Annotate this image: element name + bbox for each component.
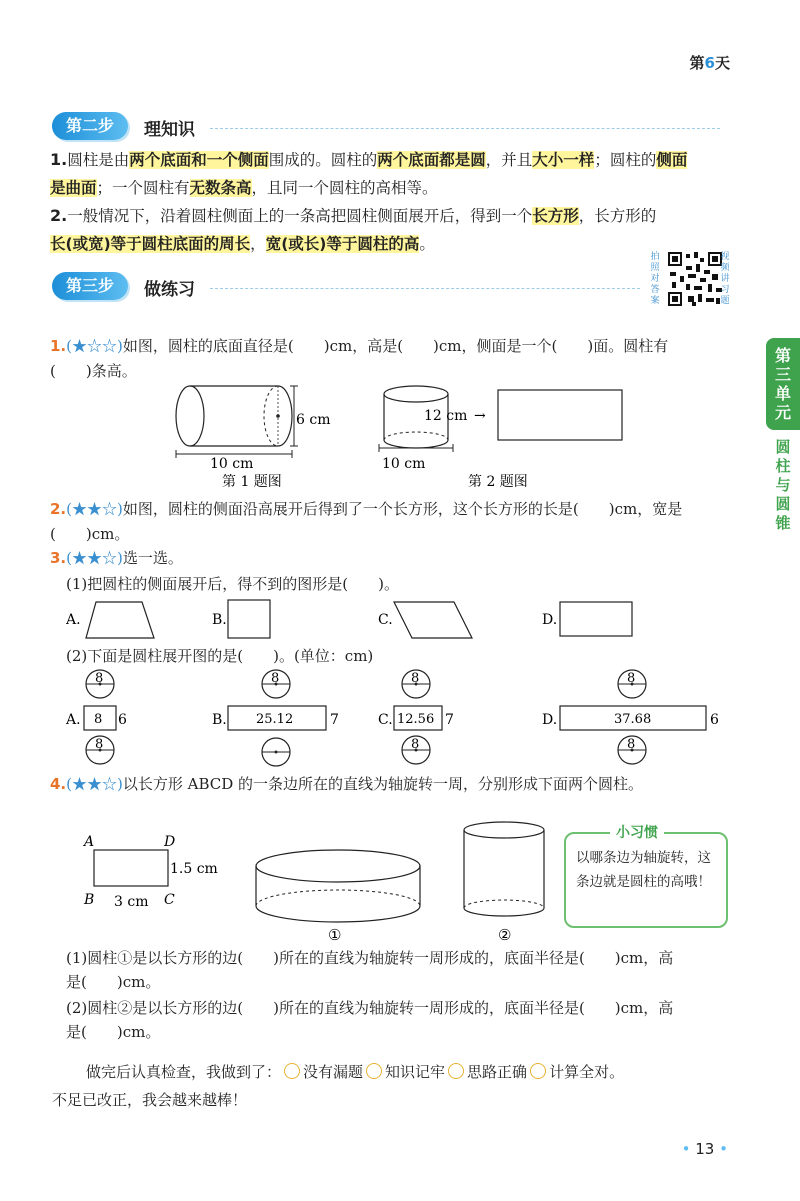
fig1-caption: 第 1 题图 <box>222 474 282 490</box>
qr-code-icon[interactable] <box>666 250 724 308</box>
net-d-label: D. <box>542 712 558 728</box>
qr-caption-left: 拍照对答案 <box>650 252 660 306</box>
svg-text:3 cm: 3 cm <box>114 894 149 910</box>
opt-c-label: C. <box>378 612 393 628</box>
unit-label: 圆柱与圆锥 <box>775 438 791 532</box>
net-a-rect: 8 <box>94 712 103 727</box>
svg-text:8: 8 <box>627 671 636 686</box>
opt-b-label: B. <box>212 612 227 628</box>
rectangle-shape <box>560 602 632 636</box>
net-d-rect: 37.68 <box>614 712 652 727</box>
fig2-height-label: 12 cm <box>424 408 468 424</box>
question-3-sub2: (2)下面是圆柱展开图的是( )。(单位：cm) <box>66 647 374 665</box>
cylinder-1-label: ① <box>328 926 342 944</box>
net-b-label: B. <box>212 712 227 728</box>
question-4: 4.(★★☆)以长方形 ABCD 的一条边所在的直线为轴旋转一周，分别形成下面两个圆柱。 <box>50 775 644 793</box>
habit-text: 以哪条边为轴旋转，这条边就是圆柱的高哦！ <box>576 850 711 890</box>
smile-icon[interactable] <box>530 1063 546 1079</box>
opt-a-label: A. <box>66 612 81 628</box>
trapezoid-shape <box>86 602 154 638</box>
q3-options-2 <box>66 668 726 768</box>
svg-text:7: 7 <box>330 712 339 728</box>
fig2-width-label: 10 cm <box>382 456 426 472</box>
step2-badge: 第二步 <box>52 112 128 140</box>
svg-text:8: 8 <box>411 737 420 752</box>
svg-text:6: 6 <box>118 712 127 728</box>
fig1-width-label: 10 cm <box>210 456 254 472</box>
step3-badge: 第三步 <box>52 272 128 300</box>
fig1-height-label: 6 cm <box>296 412 331 428</box>
net-c-rect: 12.56 <box>397 712 435 727</box>
self-check-line2: 不足已改正，我会越来越棒！ <box>52 1091 248 1109</box>
smile-icon[interactable] <box>284 1063 300 1079</box>
question-3-sub1: (1)把圆柱的侧面展开后，得不到的图形是( )。 <box>66 575 399 593</box>
net-b-rect: 25.12 <box>256 712 294 727</box>
day-number: 6 <box>704 54 715 72</box>
q4-figures <box>80 818 560 948</box>
svg-text:8: 8 <box>95 671 104 686</box>
page-number: • 13 • <box>681 1140 728 1158</box>
svg-text:6: 6 <box>710 712 719 728</box>
unit-tab[interactable]: 第三单元 <box>766 338 800 430</box>
square-shape <box>228 600 270 638</box>
opt-d-label: D. <box>542 612 558 628</box>
divider <box>210 288 640 289</box>
question-4-sub2: (2)圆柱②是以长方形的边( )所在的直线为轴旋转一周形成的，底面半径是( )cm，高 是( )cm。 <box>66 999 674 1041</box>
svg-text:8: 8 <box>627 737 636 752</box>
svg-text:C: C <box>164 892 175 908</box>
smile-icon[interactable] <box>366 1063 382 1079</box>
svg-text:8: 8 <box>411 671 420 686</box>
net-a-label: A. <box>66 712 81 728</box>
figures-1-2 <box>170 382 650 492</box>
qr-caption-right: 视频讲习题 <box>720 252 730 306</box>
self-check: 做完后认真检查，我做到了： 没有漏题 知识记牢 思路正确 计算全对。 <box>86 1063 625 1081</box>
svg-text:B: B <box>84 892 95 908</box>
net-c-label: C. <box>378 712 393 728</box>
cylinder-2-label: ② <box>498 926 512 944</box>
question-1: 1.(★☆☆)如图，圆柱的底面直径是( )cm，高是( )cm，侧面是一个( )面。圆柱有 ( )条高。 <box>50 337 669 380</box>
fig2-arrow: → <box>474 408 486 424</box>
knowledge-p1: 1.圆柱是由两个底面和一个侧面围成的。圆柱的两个底面都是圆，并且大小一样；圆柱的侧面 是曲面；一个圆柱有无数条高，且同一个圆柱的高相等。 <box>50 150 688 197</box>
day-indicator: 第6天 <box>689 54 730 72</box>
rect-abcd <box>94 850 168 886</box>
question-4-sub1: (1)圆柱①是以长方形的边( )所在的直线为轴旋转一周形成的，底面半径是( )cm，高 是( )cm。 <box>66 949 674 991</box>
svg-text:1.5 cm: 1.5 cm <box>170 861 218 877</box>
q3-options-1 <box>66 598 686 642</box>
habit-title: 小习惯 <box>610 822 664 842</box>
fig2-cylinder <box>379 386 622 452</box>
smile-icon[interactable] <box>448 1063 464 1079</box>
question-2: 2.(★★☆)如图，圆柱的侧面沿高展开后得到了一个长方形，这个长方形的长是( )cm，宽是 ( )cm。 <box>50 500 683 543</box>
svg-text:A: A <box>84 834 95 850</box>
svg-text:8: 8 <box>95 737 104 752</box>
fig1-cylinder <box>176 386 298 458</box>
step3-title: 做练习 <box>144 280 195 300</box>
divider <box>210 128 720 129</box>
svg-text:7: 7 <box>445 712 454 728</box>
step2-title: 理知识 <box>144 120 195 140</box>
svg-text:D: D <box>164 834 176 850</box>
parallelogram-shape <box>394 602 472 638</box>
fig2-caption: 第 2 题图 <box>468 474 528 490</box>
question-3: 3.(★★☆)选一选。 <box>50 549 183 567</box>
svg-text:8: 8 <box>271 671 280 686</box>
knowledge-p2: 2.一般情况下，沿着圆柱侧面上的一条高把圆柱侧面展开后，得到一个长方形，长方形的 长(或宽)等于圆柱底面的周长，宽(或长)等于圆柱的高。 <box>50 206 657 253</box>
